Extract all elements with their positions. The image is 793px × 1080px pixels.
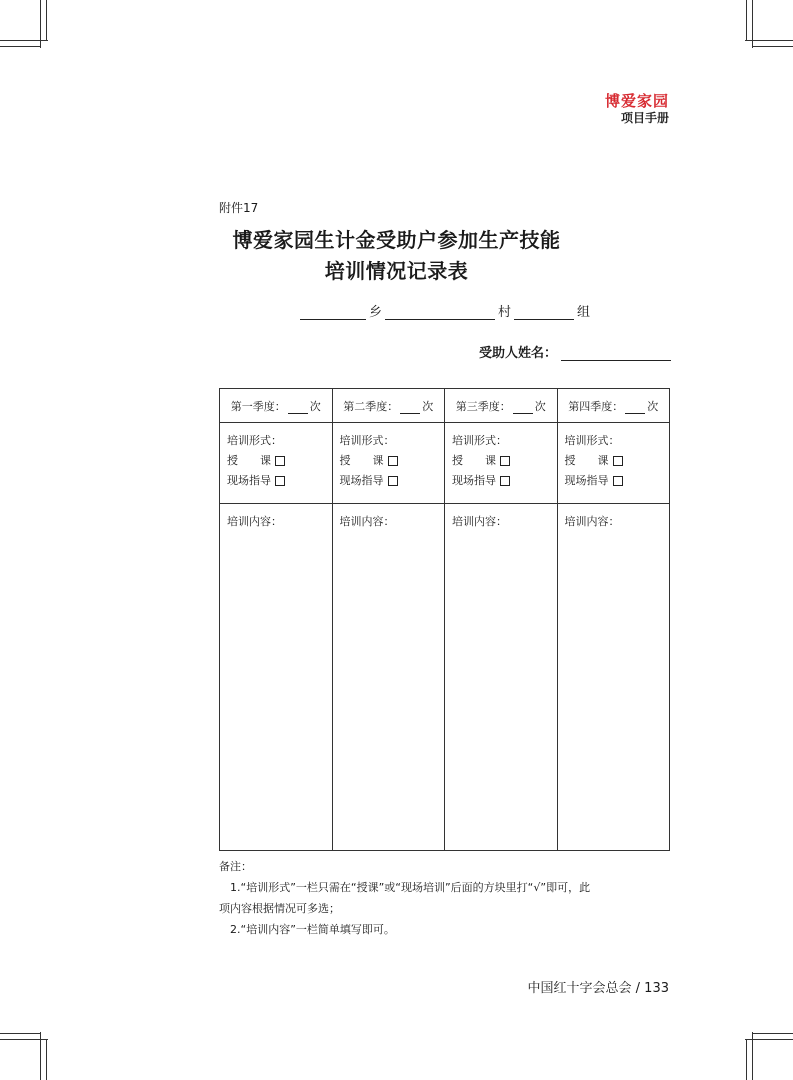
brand-header — [605, 93, 669, 126]
village-label: 村 — [498, 305, 512, 320]
crop-mark — [0, 1033, 40, 1034]
crop-mark — [753, 1033, 793, 1034]
count-blank[interactable] — [513, 403, 533, 414]
lecture-checkbox[interactable] — [388, 456, 398, 466]
recipient-name-line — [479, 342, 671, 361]
field-guidance-option — [452, 471, 557, 491]
training-content-cell[interactable] — [220, 504, 333, 851]
note-item-1: 1.“培训形式”一栏只需在“授课”或“现场培训”后面的方块里打“√”即可，此 — [230, 881, 591, 894]
training-content-label: 培训内容： — [227, 515, 282, 528]
training-content-cell[interactable] — [445, 504, 558, 851]
quarter-suffix: 次 — [309, 399, 321, 413]
lecture-option — [565, 451, 670, 471]
training-form-label: 培训形式： — [564, 434, 620, 447]
group-blank[interactable] — [514, 305, 574, 320]
page-title-line-2: 培训情况记录表 — [324, 259, 469, 283]
recipient-label: 受助人姓名： — [479, 346, 558, 361]
quarter-label: 第四季度： — [568, 399, 624, 413]
lecture-option — [340, 451, 445, 471]
crop-mark — [46, 1040, 47, 1080]
crop-mark — [746, 0, 747, 40]
page-footer: 中国红十字会总会 / 133 — [527, 981, 669, 996]
quarter-label: 第一季度： — [230, 399, 286, 413]
field-guidance-label: 现场指导 — [564, 474, 609, 487]
field-guidance-checkbox[interactable] — [500, 476, 510, 486]
training-form-cell — [332, 423, 445, 504]
notes-heading: 备注： — [219, 860, 252, 873]
field-guidance-checkbox[interactable] — [613, 476, 623, 486]
count-blank[interactable] — [625, 403, 645, 414]
crop-mark — [746, 1040, 747, 1080]
training-form-cell — [220, 423, 333, 504]
quarter-label: 第二季度： — [343, 399, 399, 413]
lecture-checkbox[interactable] — [500, 456, 510, 466]
field-guidance-option — [227, 471, 332, 491]
crop-mark — [745, 1039, 793, 1040]
lecture-option — [452, 451, 557, 471]
crop-mark — [0, 1039, 48, 1040]
page-title-line-1: 博爱家园生计金受助户参加生产技能 — [232, 228, 561, 252]
field-guidance-label: 现场指导 — [227, 474, 271, 487]
quarter-suffix: 次 — [422, 399, 434, 413]
crop-mark — [753, 46, 793, 47]
quarter-suffix: 次 — [647, 399, 659, 413]
recipient-name-blank[interactable] — [561, 344, 671, 361]
count-blank[interactable] — [288, 403, 308, 414]
lecture-label-a: 授 — [339, 454, 351, 467]
training-content-label: 培训内容： — [452, 515, 507, 528]
quarter-cell-1 — [220, 389, 333, 423]
quarter-cell-4 — [557, 389, 670, 423]
lecture-checkbox[interactable] — [275, 456, 285, 466]
training-content-cell[interactable] — [557, 504, 670, 851]
crop-mark — [0, 46, 40, 47]
training-form-row — [220, 423, 670, 504]
lecture-label-a: 授 — [452, 454, 463, 467]
notes-section — [219, 856, 639, 940]
field-guidance-option — [340, 471, 445, 491]
training-form-label: 培训形式： — [227, 434, 282, 447]
quarter-suffix: 次 — [534, 399, 546, 413]
field-guidance-option — [565, 471, 670, 491]
count-blank[interactable] — [400, 403, 420, 414]
quarter-label: 第三季度： — [455, 399, 511, 413]
field-guidance-label: 现场指导 — [452, 474, 496, 487]
attachment-label: 附件17 — [219, 201, 259, 215]
note-item-2: 2.“培训内容”一栏简单填写即可。 — [230, 923, 395, 936]
training-record-table — [219, 388, 670, 851]
training-content-label: 培训内容： — [339, 515, 395, 528]
lecture-label-b: 课 — [485, 454, 496, 467]
field-guidance-label: 现场指导 — [339, 474, 384, 487]
lecture-label-b: 课 — [260, 454, 271, 467]
training-form-cell — [445, 423, 558, 504]
note-item-1-continued: 项内容根据情况可多选； — [219, 902, 340, 915]
township-label: 乡 — [369, 305, 383, 320]
field-guidance-checkbox[interactable] — [388, 476, 398, 486]
brand-subtitle: 项目手册 — [620, 111, 669, 126]
crop-mark — [46, 0, 47, 40]
training-content-label: 培训内容： — [564, 515, 620, 528]
group-label: 组 — [577, 305, 591, 320]
lecture-label-a: 授 — [227, 454, 238, 467]
village-blank[interactable] — [385, 305, 495, 320]
crop-mark — [0, 40, 48, 41]
lecture-label-a: 授 — [564, 454, 576, 467]
township-blank[interactable] — [300, 305, 366, 320]
quarter-row — [220, 389, 670, 423]
training-content-row — [220, 504, 670, 851]
quarter-cell-3 — [445, 389, 558, 423]
lecture-label-b: 课 — [372, 454, 384, 467]
field-guidance-checkbox[interactable] — [275, 476, 285, 486]
training-form-label: 培训形式： — [452, 434, 507, 447]
quarter-cell-2 — [332, 389, 445, 423]
lecture-label-b: 课 — [597, 454, 609, 467]
brand-name: 博爱家园 — [604, 92, 669, 110]
training-content-cell[interactable] — [332, 504, 445, 851]
training-form-cell — [557, 423, 670, 504]
crop-mark — [745, 40, 793, 41]
training-form-label: 培训形式： — [339, 434, 395, 447]
lecture-option — [227, 451, 332, 471]
lecture-checkbox[interactable] — [613, 456, 623, 466]
location-line — [300, 300, 593, 320]
